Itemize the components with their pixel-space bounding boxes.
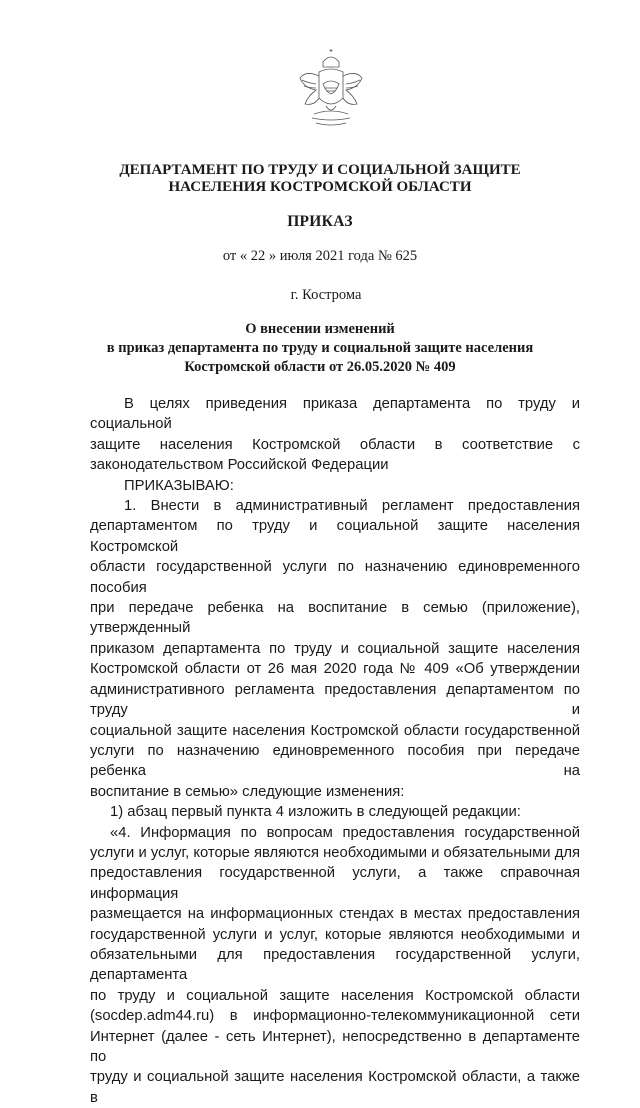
body-line: области государственной услуги по назначению единовременного пособия (90, 559, 580, 596)
city: г. Кострома (290, 287, 362, 303)
body-line: при передаче ребенка на воспитание в семью (приложение), утвержденный (90, 600, 580, 637)
subject-line: в приказ департамента по труду и социальной защите населения (106, 340, 534, 356)
subject-line: О внесении изменений (245, 321, 395, 337)
order-date-number: от « 22 » июля 2021 года № 625 (222, 248, 418, 264)
coat-of-arms-icon (296, 48, 366, 132)
body-line: ПРИКАЗЫВАЮ: (124, 477, 234, 494)
department-name (0, 162, 640, 196)
body-line: предоставления государственной услуги, а также справочная информация (90, 865, 580, 902)
body-line: социальной защите населения Костромской области государственной (90, 722, 580, 739)
body-line: 1. Внести в административный регламент предоставления (124, 498, 580, 515)
body-line: «4. Информация по вопросам предоставления государственной (110, 824, 580, 841)
department-line: НАСЕЛЕНИЯ КОСТРОМСКОЙ ОБЛАСТИ (168, 179, 472, 195)
body-line: Интернет (далее - сеть Интернет), непосредственно в департаменте по (90, 1028, 580, 1065)
body-line: (socdep.adm44.ru) в информационно-телекоммуникационной сети (90, 1008, 580, 1025)
body-line: В целях приведения приказа департамента по труду и социальной (90, 396, 580, 433)
body-line: департаментом по труду и социальной защите населения Костромской (90, 518, 580, 555)
body-line: 1) абзац первый пункта 4 изложить в следующей редакции: (110, 804, 521, 821)
body-line: приказом департамента по труду и социальной защите населения (90, 640, 580, 657)
body-line: административного регламента предоставления департаментом по труду и (90, 681, 580, 719)
document-type: ПРИКАЗ (287, 213, 353, 230)
body-line: услуги по назначению единовременного пособия при передаче ребенка на (90, 742, 580, 780)
body-line: по труду и социальной защите населения Костромской области (90, 987, 580, 1004)
body-line: законодательством Российской Федерации (90, 457, 389, 474)
body-line: труду и социальной защите населения Костромской области, а также в (90, 1069, 580, 1106)
department-line: ДЕПАРТАМЕНТ ПО ТРУДУ И СОЦИАЛЬНОЙ ЗАЩИТЕ (119, 162, 521, 178)
body-line: услуги и услуг, которые являются необходимыми и обязательными для (90, 844, 580, 861)
subject-line: Костромской области от 26.05.2020 № 409 (184, 359, 456, 375)
body-line: защите населения Костромской области в соответствие с (90, 436, 580, 453)
body-line: Костромской области от 26 мая 2020 года № 409 «Об утверждении (90, 661, 580, 678)
body-line: обязательными для предоставления государственной услуги, департамента (90, 946, 580, 984)
order-subject (0, 320, 640, 377)
body-line: государственной услуги и услуг, которые являются необходимыми и (90, 926, 580, 943)
order-body (90, 394, 580, 1108)
body-line: воспитание в семью» следующие изменения: (90, 783, 405, 800)
body-line: размещается на информационных стендах в местах предоставления (90, 906, 580, 923)
